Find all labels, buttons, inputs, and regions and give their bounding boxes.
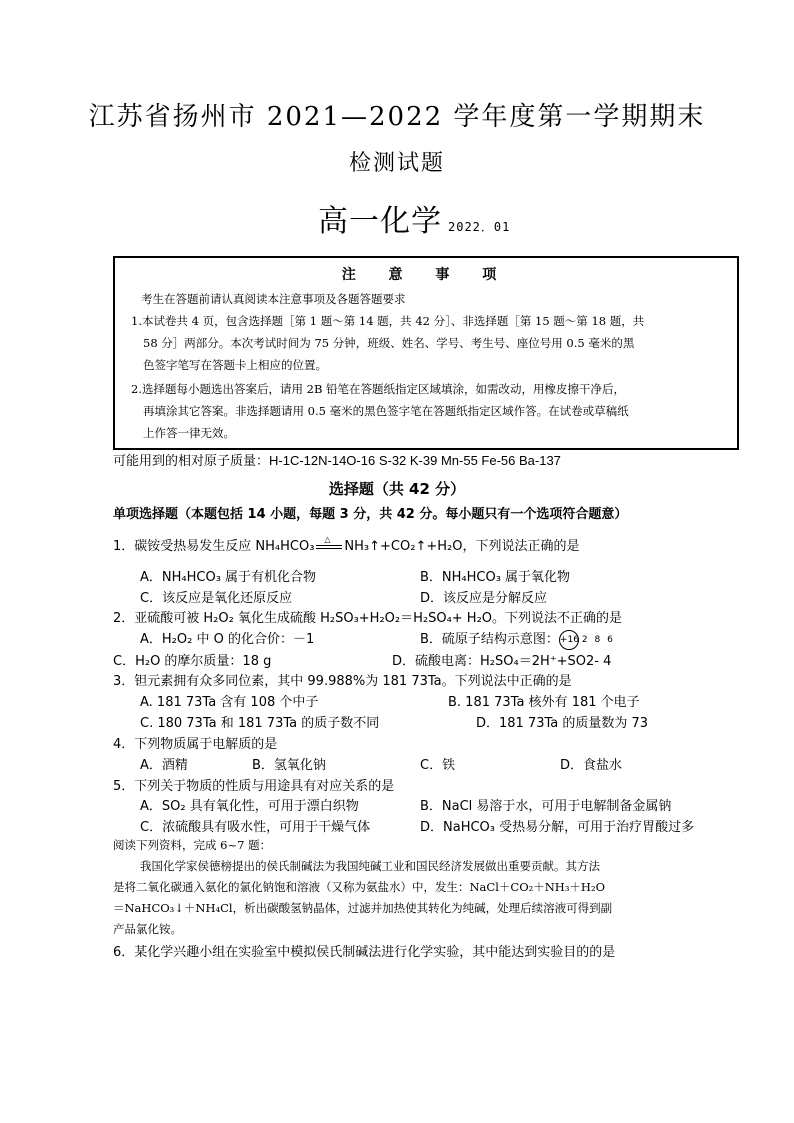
subject-name: 高一化学 [318,204,442,239]
question-4-stem: 4．下列物质属于电解质的是 [113,737,278,752]
q5-option-d: D．NaHCO₃ 受热易分解，可用于治疗胃酸过多 [420,820,695,835]
reading-line1: 我国化学家侯德榜提出的侯氏制碱法为我国纯碱工业和国民经济发展做出重要贡献。其方法 [140,859,600,873]
notice-item2-line2: 再填涂其它答案。非选择题请用 0.5 毫米的黑色签字笔在答题纸指定区域作答。在试卷或草稿纸 [143,404,629,418]
sulfur-electron-shells: 2 8 6 [581,634,615,645]
question-2-stem: 2．亚硫酸可被 H₂O₂ 氧化生成硫酸 H₂SO₃+H₂O₂＝H₂SO₄+ H₂O。下列说法不正确的是 [113,611,623,626]
q5-option-c: C．浓硫酸具有吸水性，可用于干燥气体 [140,820,371,835]
exam-date: 2022．01 [448,220,511,234]
question-6-stem: 6．某化学兴趣小组在实验室中模拟侯氏制碱法进行化学实验，其中能达到实验目的的是 [113,945,616,960]
q2-option-b-label: B．硫原子结构示意图： [420,632,559,647]
q2-option-b [420,628,615,650]
q4-option-c: C．铁 [420,758,456,773]
exam-title-line2: 检测试题 [348,151,445,176]
question-1-stem [113,535,579,554]
notice-box [113,256,739,450]
heat-condition: △ [324,534,331,544]
section-title: 选择题（共 42 分） [328,480,466,498]
q1-option-d: D．该反应是分解反应 [420,591,548,606]
section-instruction: 单项选择题（本题包括 14 小题，每题 3 分，共 42 分。每小题只有一个选项符合题意） [113,507,628,522]
q1-option-b: B．NH₄HCO₃ 属于氧化物 [420,570,571,585]
reading-line2: 是将二氧化碳通入氨化的氯化钠饱和溶液（又称为氨盐水）中，发生：NaCl＋CO₂＋NH₃＋H₂O [113,880,605,894]
notice-item2-line1: 2.选择题每小题选出答案后，请用 2B 铅笔在答题纸指定区域填涂，如需改动，用橡皮擦干净后， [131,382,626,396]
q1-stem-part-b: NH₃↑+CO₂↑+H₂O，下列说法正确的是 [344,539,580,554]
notice-item1-line3: 色签字笔写在答题卡上相应的位置。 [143,358,327,372]
q3-option-c: C. 180 73Ta 和 181 73Ta 的质子数不同 [140,716,380,731]
q1-stem-part-a: 1．碳铵受热易发生反应 NH₄HCO₃ [113,539,315,554]
notice-intro: 考生在答题前请认真阅读本注意事项及各题答题要求 [141,292,406,306]
reading-line4: 产品氯化铵。 [113,922,182,936]
reaction-arrow [316,534,342,549]
question-3-stem: 3．钽元素拥有众多同位素，其中 99.988%为 181 73Ta。下列说法中正确的是 [113,674,572,689]
notice-item2-line3: 上作答一律无效。 [143,426,235,440]
sulfur-nucleus: +16 [559,630,579,650]
q5-option-b: B．NaCl 易溶于水，可用于电解制备金属钠 [420,799,672,814]
question-5-stem: 5．下列关于物质的性质与用途具有对应关系的是 [113,779,395,794]
notice-title: 注 意 事 项 [341,267,511,283]
q4-option-a: A．酒精 [140,758,188,773]
q2-option-d: D．硫酸电离：H₂SO₄＝2H⁺+SO2- 4 [392,654,612,669]
q1-option-a: A．NH₄HCO₃ 属于有机化合物 [140,570,317,585]
subject-title [318,196,510,240]
q1-option-c: C．该反应是氧化还原反应 [140,591,293,606]
q2-option-c: C．H₂O 的摩尔质量：18 g [113,654,272,669]
atomic-masses: 可能用到的相对原子质量：H-1C-12N-14O-16 S-32 K-39 Mn-55 Fe-56 Ba-137 [113,453,561,468]
reading-line3: ＝NaHCO₃↓＋NH₄Cl，析出碳酸氢钠晶体，过滤并加热使其转化为纯碱，处理后续溶液可得到副 [113,901,613,915]
q4-option-b: B．氢氧化钠 [252,758,326,773]
q4-option-d: D．食盐水 [560,758,623,773]
q2-option-a: A．H₂O₂ 中 O 的化合价：－1 [140,632,315,647]
q5-option-a: A．SO₂ 具有氧化性，可用于漂白织物 [140,799,359,814]
reading-intro: 阅读下列资料，完成 6~7 题： [113,838,272,852]
q3-option-b: B. 181 73Ta 核外有 181 个电子 [448,695,640,710]
notice-item1-line1: 1.本试卷共 4 页，包含选择题［第 1 题～第 14 题，共 42 分］、非选择题［第 15 题～第 18 题，共 [131,314,645,328]
q3-option-a: A. 181 73Ta 含有 108 个中子 [140,695,319,710]
exam-title-line1: 江苏省扬州市 2021—2022 学年度第一学期期末 [88,102,706,132]
q3-option-d: D．181 73Ta 的质量数为 73 [476,716,649,731]
notice-item1-line2: 58 分］两部分。本次考试时间为 75 分钟，班级、姓名、学号、考生号、座位号用 0.5 毫米的黑 [143,336,635,350]
